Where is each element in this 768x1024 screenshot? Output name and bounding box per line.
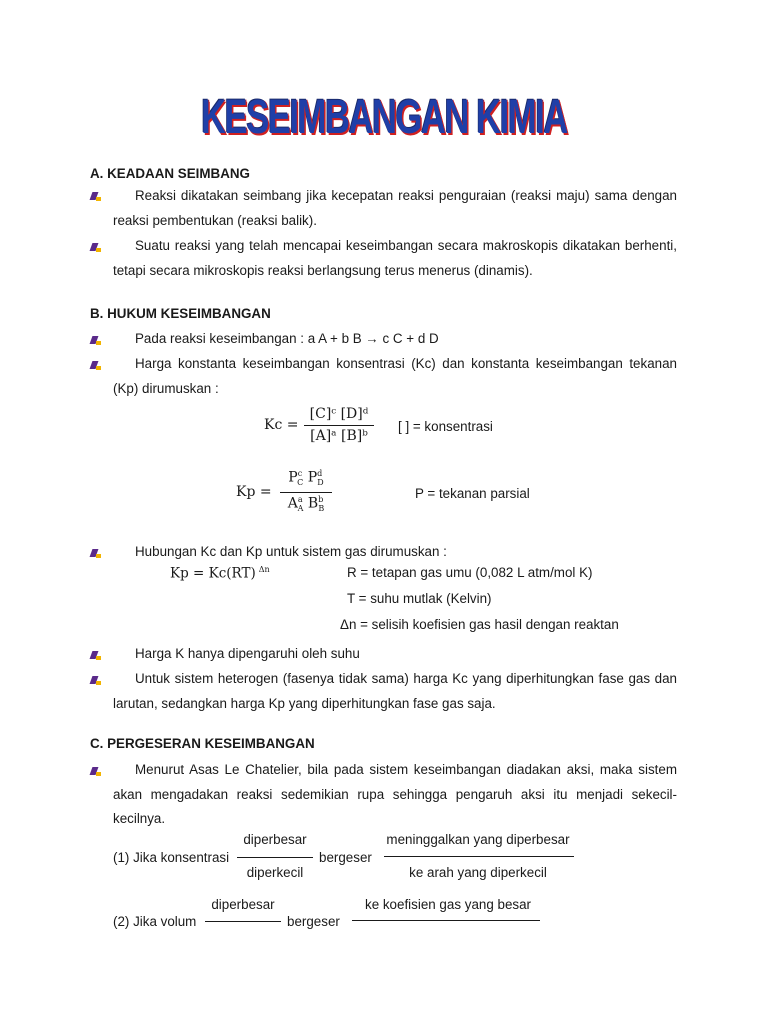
kp-numerator: $P^c_C$ $P^d_D$ [288, 469, 324, 488]
kp-denominator: $A^a_A$ $B^b_B$ [287, 495, 325, 514]
section-b-paragraph-4 [113, 642, 677, 667]
section-a-heading: A. KEADAAN SEIMBANG [90, 166, 250, 181]
rule-2-shift: bergeser [287, 914, 340, 929]
document-title: KESEIMBANGAN KIMIA [201, 91, 567, 144]
section-b-paragraph-5 [113, 667, 677, 716]
rule-2-result-line [352, 920, 540, 921]
t-note: T = suhu mutlak (Kelvin) [347, 591, 492, 606]
rule-2-top: diperbesar [211, 897, 275, 912]
rule-1-result-bottom: ke arah yang diperkecil [409, 865, 547, 880]
section-b-p1-text: Pada reaksi keseimbangan : a A + b B → c C + d D [135, 331, 439, 346]
kp-fraction-bar [280, 492, 332, 493]
rule-1-result-line [384, 856, 574, 857]
section-b-p2-text: Harga konstanta keseimbangan konsentrasi (Kc) dan konstanta keseimbangan tekanan (Kp) dirumuskan : [113, 356, 677, 396]
section-a-paragraph-2 [113, 234, 677, 283]
bullet-icon [88, 673, 102, 687]
r-note: R = tetapan gas umu (0,082 L atm/mol K) [347, 565, 593, 580]
kp-note: P = tekanan parsial [415, 486, 530, 501]
bullet-icon [88, 240, 102, 254]
section-c-p1-text: Menurut Asas Le Chatelier, bila pada sistem keseimbangan diadakan aksi, maka sistem akan mengadakan reaksi sedemikian rupa sehingga pengaruh aksi itu menjadi sekecil-kecilnya. [113, 762, 677, 826]
bullet-icon [88, 764, 102, 778]
rule-2-result-top: ke koefisien gas yang besar [365, 897, 531, 912]
rule-1-shift: bergeser [319, 850, 372, 865]
rule-2-label: (2) Jika volum [113, 914, 197, 929]
kc-numerator: [C]ᶜ [D]ᵈ [309, 406, 369, 422]
kc-fraction-bar [304, 425, 374, 426]
bullet-icon [88, 546, 102, 560]
section-b-p5-text: Untuk sistem heterogen (fasenya tidak sama) harga Kc yang diperhitungkan fase gas dan larutan, sedangkan harga Kp yang diperhitungkan fase gas saja. [113, 671, 677, 711]
rule-2-arrow-line [205, 921, 281, 922]
section-b-heading: B. HUKUM KESEIMBANGAN [90, 306, 271, 321]
section-a-paragraph-1 [113, 184, 677, 233]
rule-1-result-top: meninggalkan yang diperbesar [386, 832, 570, 847]
section-b-paragraph-1 [113, 327, 677, 352]
section-b-p4-text: Harga K hanya dipengaruhi oleh suhu [135, 646, 360, 661]
rule-1-label: (1) Jika konsentrasi [113, 850, 230, 865]
kp-lhs: Kp = [236, 484, 272, 500]
rule-1-bottom: diperkecil [246, 865, 304, 880]
section-c-paragraph-1 [113, 758, 677, 832]
rule-1-arrow-line [237, 857, 313, 858]
bullet-icon [88, 648, 102, 662]
section-b-p3-text: Hubungan Kc dan Kp untuk sistem gas dirumuskan : [135, 544, 447, 559]
kc-note: [ ] = konsentrasi [398, 419, 493, 434]
kp-kc-relation: Kp = Kc(RT) $^{\Delta n}$ [170, 565, 270, 582]
section-a-p1-text: Reaksi dikatakan seimbang jika kecepatan reaksi penguraian (reaksi maju) sama dengan reaksi pembentukan (reaksi balik). [113, 188, 677, 228]
section-b-paragraph-3 [113, 540, 677, 565]
section-b-paragraph-2 [113, 352, 677, 401]
section-c-heading: C. PERGESERAN KESEIMBANGAN [90, 736, 315, 751]
kc-lhs: Kc = [264, 417, 299, 433]
bullet-icon [88, 333, 102, 347]
rule-1-top: diperbesar [243, 832, 307, 847]
bullet-icon [88, 358, 102, 372]
bullet-icon [88, 189, 102, 203]
section-a-p2-text: Suatu reaksi yang telah mencapai keseimbangan secara makroskopis dikatakan berhenti, tetapi secara mikroskopis reaksi berlangsung terus menerus (dinamis). [113, 238, 677, 278]
delta-n-note: Δn = selisih koefisien gas hasil dengan reaktan [340, 617, 619, 632]
kc-denominator: [A]ᵃ [B]ᵇ [310, 428, 368, 444]
